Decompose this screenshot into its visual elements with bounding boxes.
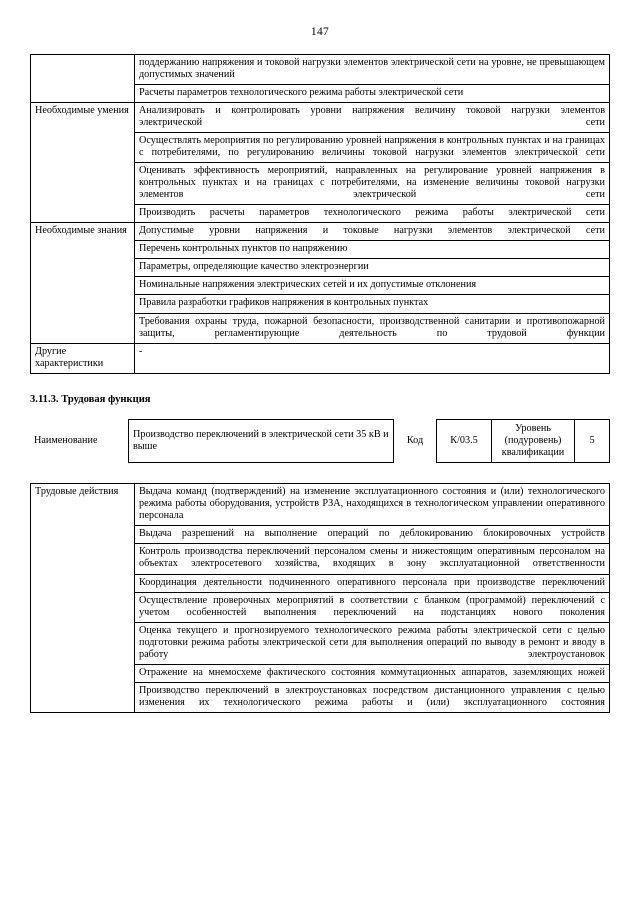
function-name-value: Производство переключений в электрической сети 35 кВ и выше <box>129 419 394 463</box>
table-row <box>31 484 610 526</box>
table-cell: - <box>135 343 610 373</box>
row-label <box>31 55 135 103</box>
table-cell: Оценивать эффективность мероприятий, направленных на регулирование уровней напряжения в контрольных пунктах и на границах с потребителями, на изменение величины токовой нагрузки элементов электрической сети <box>135 163 610 205</box>
table-cell: Отражение на мнемосхеме фактического состояния коммутационных аппаратов, заземляющих ножей <box>135 664 610 682</box>
table-row <box>31 103 610 133</box>
function-code-label: Код <box>406 434 424 446</box>
table-cell: Выдача команд (подтверждений) на изменение эксплуатационного состояния и (или) технологического режима работы оборудования, устройств РЗА, находящихся в технологическом управлении оперативного персонала <box>135 484 610 526</box>
table-cell: Допустимые уровни напряжения и токовые нагрузки элементов электрической сети <box>135 223 610 241</box>
table-row <box>31 55 610 85</box>
table-cell: Осуществление проверочных мероприятий в соответствии с бланком (программой) переключений с учетом особенностей выполнения переключений на подстанциях нового поколения <box>135 592 610 622</box>
page-number: 147 <box>310 26 330 38</box>
table-cell: Параметры, определяющие качество электроэнергии <box>135 259 610 277</box>
table-row <box>30 419 610 463</box>
table-cell: Правила разработки графиков напряжения в контрольных пунктах <box>135 295 610 313</box>
requirements-table <box>30 54 610 374</box>
table-cell: Расчеты параметров технологического режима работы электрической сети <box>135 85 610 103</box>
row-label-actions: Трудовые действия <box>31 484 135 712</box>
function-code-value: К/03.5 <box>437 419 492 463</box>
table-row <box>31 223 610 241</box>
table-cell: Анализировать и контролировать уровни напряжения величину токовой нагрузки элементов электрической сети <box>135 103 610 133</box>
table-cell: Требования охраны труда, пожарной безопасности, производственной санитарии и противопожарной защиты, регламентирующие деятельность по трудовой функции <box>135 313 610 343</box>
row-label-other: Другие характеристики <box>31 343 135 373</box>
function-level-label: Уровень (подуровень) квалификации <box>492 419 575 463</box>
table-cell: Перечень контрольных пунктов по напряжению <box>135 241 610 259</box>
table-cell: Координация деятельности подчиненного оперативного персонала при производстве переключений <box>135 574 610 592</box>
table-cell: Номинальные напряжения электрических сетей и их допустимые отклонения <box>135 277 610 295</box>
table-cell: Выдача разрешений на выполнение операций по деблокированию блокировочных устройств <box>135 526 610 544</box>
function-header-table <box>30 419 610 464</box>
row-label-skills: Необходимые умения <box>31 103 135 223</box>
table-cell: Производство переключений в электроустановках посредством дистанционного управления с целью изменения их технологического режима работы и (или) эксплуатационного состояния <box>135 682 610 712</box>
function-name-label: Наименование <box>34 434 98 446</box>
labor-actions-table <box>30 483 610 712</box>
table-row <box>31 343 610 373</box>
function-level-value: 5 <box>575 419 610 463</box>
table-cell: Оценка текущего и прогнозируемого технологического режима работы электрической сети с целью подготовки режима работы электрической сети для выполнения операций по выводу в ремонт и вводу в работу электроустановок <box>135 622 610 664</box>
table-cell: Производить расчеты параметров технологического режима работы электрической сети <box>135 205 610 223</box>
table-cell: Осуществлять мероприятия по регулированию уровней напряжения в контрольных пунктах и на границах с потребителями, по регулированию величины токовой нагрузки элементов электрической сети <box>135 133 610 163</box>
table-cell: Контроль производства переключений персоналом смены и нижестоящим оперативным персоналом на объектах электросетевого хозяйства, входящих в зону эксплуатационной ответственности <box>135 544 610 574</box>
row-label-knowledge: Необходимые знания <box>31 223 135 343</box>
table-cell: поддержанию напряжения и токовой нагрузки элементов электрической сети на уровне, не превышающем допустимых значений <box>135 55 610 85</box>
section-heading: 3.11.3. Трудовая функция <box>30 393 151 405</box>
